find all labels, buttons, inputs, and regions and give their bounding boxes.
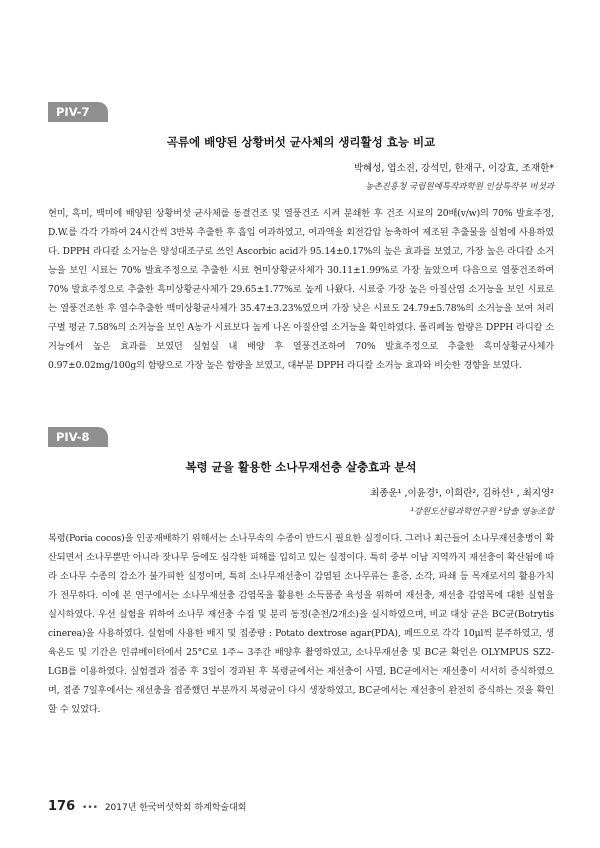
abstract-authors: 박혜성, 엽소진, 강석민, 한재구, 이강효, 조재한* [353,163,554,174]
abstract-code-badge: PIV-7 [48,102,108,122]
abstract-title: 곡류에 배양된 상황버섯 균사체의 생리활성 효능 비교 [166,135,436,149]
abstract-body: 복령(Poria cocos)을 인공재배하기 위해서는 소나무속의 수종이 반드시 필요한 실정이다. 그러나 최근들어 소나무재선충병이 확산되면서 소나무뿐만 아니라 잣나무 등에도 심각한 피해를 입히고 있는 실정이다. 특히 중부 이남 지역까지 재선충이 확산됨에 따라 소나무 수종의 감소가 불가피한 실정이며, 특히 소나무재선충이 감염된 소나무류는 훈증, 소각, 파쇄 등 목재로서의 활용가치가 전무하다. 이에 본 연구에서는 소나무재선충 감염목을 활용한 소득품종 육성을 위하여 재선충, 재선충 감염목에 대한 실험을 실시하였다. 우선 실험을 위하여 소나무 재선충 수집 및 분리 동정(춘천/2개소)을 실시하였으며, 비교 대상 균은 BC균(Botrytis cinerea)을 사용하였다. 실험에 사용한 배지 및 접종량 : Potato dextrose agar(PDA), 페뜨으로 각각 10μl씩 분주하였고, 생육온도 및 기간은 인큐베이터에서 25°C로 1주~ 3주간 배양후 촬영하였고, 소나무재선충 및 BC균 확인은 OLYMPUS SZ2-LGB를 이용하였다. 실험결과 접종 후 3일이 경과된 후 복령균에서는 재선충이 사멸, BC균에서는 재선충이 서서히 증식하였으며, 접종 7일후에서는 재선충을 접종했던 부분까지 복령균이 다시 생장하였고, BC균에서는 재선충이 완전히 증식하는 것을 확인할 수 있었다. [48,533,554,715]
abstract-authors: 최종운¹ ,이윤경¹, 이희란², 김하선¹ , 최지영² [370,488,554,499]
abstract-title: 복령 균을 활용한 소나무재선충 살충효과 분석 [185,460,417,474]
conference-name: 2017년 한국버섯학회 하계학술대회 [104,803,247,813]
abstract-body: 현미, 흑미, 백미에 배양된 상황버섯 균사체를 동결건조 및 열풍건조 시켜 분쇄한 후 건조 시료의 20배(v/w)의 70% 발효주정, D.W.를 각각 가하여 24시간씩 3반복 추출한 후 흡입 여과하였고, 여과액을 회전감압 농축하여 제조된 추출물을 실험에 사용하였다. DPPH 라디칼 소거능은 양성대조구로 쓰인 Ascorbic acid가 95.14±0.17%의 높은 효과를 보였고, 가장 높은 라디칼 소거능을 보인 시료는 70% 발효주정으로 추출한 시료 현미상황균사체가 30.11±1.99%로 가장 높았으며 다음으로 열풍건조하여 70% 발효주정으로 추출한 흑미상황균사체가 29.65±1.77%로 높게 나왔다. 시료중 가장 높은 아질산염 소거능을 보인 시료로는 열풍건조한 후 열수추출한 백미상황균사체가 35.47±3.23%였으며 가장 낮은 시료도 24.79±5.78%의 소거능을 보여 처리구별 평균 7.58%의 소거능을 보인 A농가 시료보다 높게 나온 아질산염 소거능을 확인하였다. 폴리페놀 함량은 DPPH 라디칼 소거능에서 높은 효과를 보였던 실험실 내 배양 후 열풍건조하여 70% 발효주정으로 추출한 흑미상황균사체가 0.97±0.02mg/100g의 함량으로 가장 높은 함량을 보였고, 대부분 DPPH 라디칼 소거능 효과와 비슷한 경향을 보였다. [48,208,554,371]
abstract-affiliation: 농촌진흥청 국립원예특작과학원 인삼특작부 버섯과 [365,182,554,192]
page-number: 176 [48,799,76,814]
abstract-affiliation: ¹강원도산림과학연구원 ²담솔 영농조합 [410,507,554,517]
footer-dots: ••• [82,803,98,813]
page-footer [48,799,246,814]
abstract-code-badge: PIV-8 [48,427,108,447]
